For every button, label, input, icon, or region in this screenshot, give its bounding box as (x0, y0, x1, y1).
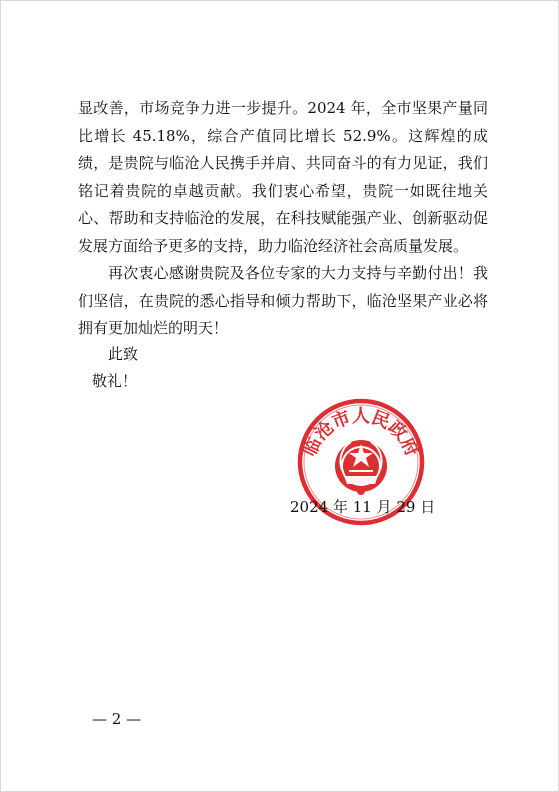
national-emblem-icon (335, 440, 387, 495)
letter-paragraph-1: 显改善，市场竞争力进一步提升。2024 年，全市坚果产量同比增长 45.18%，综合产值同比增长 52.9%。这辉煌的成绩，是贵院与临沧人民携手并肩、共同奋斗的有力见证，我们铭记着贵院的卓越贡献。我们衷心希望，贵院一如既往地关心、帮助和支持临沧的发展，在科技赋能强产业、创新驱动促发展方面给予更多的支持，助力临沧经济社会高质量发展。 (78, 99, 488, 255)
letter-paragraph-2: 再次衷心感谢贵院及各位专家的大力支持与辛勤付出！我们坚信，在贵院的悉心指导和倾力帮助下，临沧坚果产业必将拥有更加灿烂的明天！ (78, 264, 488, 337)
letter-body (78, 95, 488, 343)
closing-regards: 敬礼！ (92, 372, 138, 390)
closing-salutation: 此致 (108, 345, 139, 363)
letter-date: 2024 年 11 月 29 日 (290, 498, 436, 516)
page-number: — 2 — (92, 710, 142, 728)
seal-text: 临沧市人民政府 (299, 406, 423, 460)
